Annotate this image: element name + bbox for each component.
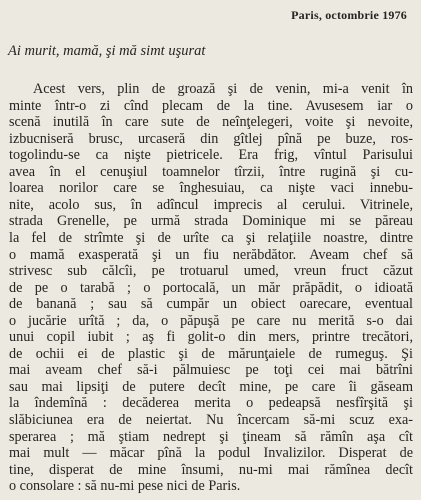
text-line: izbucniseră brusc, urcaseră din gîtlej pînă pe buze, ros- <box>9 130 413 147</box>
text-line: minte într-o zi cînd plecam de la tine. Avusesem iar o <box>9 97 413 114</box>
text-line: mai aveam chef să-i pălmuiesc pe toţi cei mai bătrîni <box>9 362 413 379</box>
text-line: togolindu-se ca nişte pietricele. Era frig, vîntul Parisului <box>9 147 413 164</box>
dateline: Paris, octombrie 1976 <box>291 8 407 22</box>
text-line: de pe o tarabă ; o portocală, un măr prăpădit, o idioată <box>9 279 413 296</box>
text-line: o jucărie urîtă ; da, o păpuşă pe care nu merită s-o dai <box>9 312 413 329</box>
text-line: sau mai lipsiţi de putere decît mine, pe care îi găseam <box>9 378 413 395</box>
text-line: slăbiciunea era de neiertat. Nu încercam să-mi scuz exa- <box>9 412 413 428</box>
poem-title: Ai murit, mamă, şi mă simt uşurat <box>8 43 206 59</box>
text-line: avea în el cenuşiul toamnelor tîrzii, între rugină şi cu- <box>9 163 413 180</box>
text-line: mai mult — măcar pînă la podul Invalizilor. Disperat de <box>9 445 413 462</box>
text-line: strivesc sub călcîi, pe trotuarul umed, vreun fruct căzut <box>9 263 413 280</box>
text-line: tine, disperat de mine însumi, nu-mi mai rămînea decît <box>9 461 413 478</box>
text-line: sperarea ; mă ştiam nedrept şi ţineam să rămîn aşa cît <box>9 428 413 445</box>
text-line: scenă inutilă în care sute de neînţelegeri, voite şi nevoite, <box>9 114 413 131</box>
text-line: la îndemînă : decăderea merita o pedeapsă nesfîrşită şi <box>9 395 413 412</box>
text-line: unui copil iubit ; aş fi golit-o din mers, printre trecători, <box>9 329 413 346</box>
text-line: o consolare : să nu-mi pese nici de Paris. <box>9 478 241 495</box>
text-line: o mamă exasperată şi un fiu nerăbdător. Aveam chef să <box>9 246 413 263</box>
text-line: strada Grenelle, pe urmă strada Dominique mi se păreau <box>9 213 413 230</box>
text-line: Acest vers, plin de groază şi de venin, mi-a venit în <box>33 81 413 97</box>
text-line: loarea norilor care se înghesuiau, ca nişte vaci innebu- <box>9 180 413 197</box>
text-line: la fel de strîmte şi de urîte ca şi relaţiile noastre, dintre <box>9 229 413 246</box>
text-line: de ochii ei de plastic şi de mărunţaiele de rumeguş. Şi <box>9 345 413 362</box>
text-line: nite, acolo sus, în adîncul imprecis al cerului. Vitrinele, <box>9 196 413 213</box>
text-line: de banană ; sau să cumpăr un obiect oarecare, eventual <box>9 296 413 313</box>
